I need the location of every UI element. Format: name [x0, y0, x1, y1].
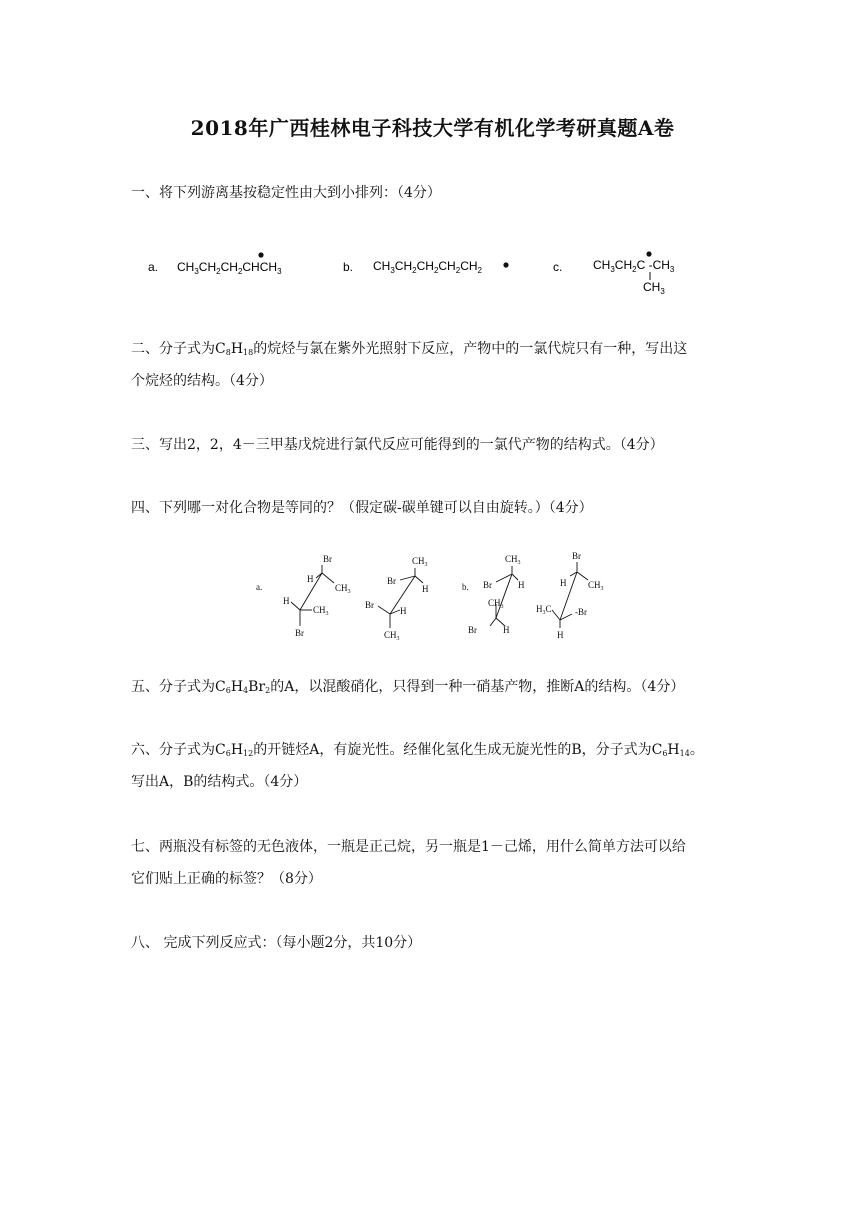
s2-br-top: Br [387, 576, 396, 586]
radical-c-methyl: $CH_3$ [643, 280, 665, 296]
s3-ch3-top: $CH_3$ [505, 554, 521, 566]
pair-a-label: a. [256, 582, 263, 592]
radical-b-dot [503, 262, 508, 267]
question-7-line-1: 七、两瓶没有标签的无色液体，一瓶是正己烷，另一瓶是1－己烯，用什么简单方法可以给 [131, 839, 686, 855]
s2-h-top: H [422, 584, 429, 594]
question-6-line-1: 六、分子式为$C_6H_{12}$的开链烃A，有旋光性。经催化氢化生成无旋光性的B，分子式为$C_6H_{14}$。 [131, 742, 704, 758]
radical-a-formula: $CH_3CH_2CH_2CHCH_3$ [177, 260, 282, 276]
question-7-line-2: 它们贴上正确的标签？（8分） [131, 871, 322, 887]
question-4 [131, 492, 741, 524]
structure-b1 [490, 566, 518, 626]
s3-ch3-bottom: $CH_3$ [488, 598, 504, 610]
s4-h3c: $H_3C$ [536, 604, 552, 616]
s1-h-top: H [307, 574, 314, 584]
question-1-text: 一、将下列游离基按稳定性由大到小排列：（4分） [131, 185, 441, 201]
pair-b-label: b. [462, 582, 469, 592]
radical-b-label: b. [343, 260, 354, 274]
s1-ch3-bottom: $CH_3$ [313, 605, 329, 617]
question-5 [131, 671, 741, 703]
s2-ch3-bottom: $CH_3$ [384, 630, 400, 642]
radical-structures-figure [140, 245, 740, 305]
s2-br-bottom: Br [365, 600, 374, 610]
s4-h-top: H [560, 578, 567, 588]
s3-h-bottom: H [503, 625, 510, 635]
page-title: 2018年广西桂林电子科技大学有机化学考研真题A卷 [190, 116, 675, 140]
question-8-text: 八、 完成下列反应式：（每小题2分，共10分） [131, 935, 422, 951]
question-6 [131, 734, 741, 798]
structure-b2 [552, 562, 588, 628]
structure-a2 [378, 568, 423, 628]
radical-c-label: c. [553, 260, 563, 274]
s1-h-bottom: H [283, 596, 290, 606]
question-4-text: 四、下列哪一对化合物是等同的？（假定碳-碳单键可以自由旋转。）（4分） [131, 500, 593, 516]
radical-b-formula: $CH_3CH_2CH_2CH_2CH_2$ [373, 259, 482, 275]
radical-a-dot [258, 252, 263, 257]
s3-br-top: Br [483, 580, 492, 590]
question-8 [131, 927, 741, 959]
s1-ch3-top: $CH_3$ [335, 583, 351, 595]
s4-br-top: Br [572, 551, 581, 561]
question-3-text: 三、写出2，2，4－三甲基戊烷进行氯代反应可能得到的一氯代产物的结构式。（4分） [131, 437, 664, 453]
s1-br-top: Br [323, 554, 332, 564]
radical-a-label: a. [148, 260, 159, 274]
s4-h-bottom: H [557, 630, 564, 640]
s3-br-bottom: Br [468, 625, 477, 635]
question-1 [131, 177, 741, 209]
s4-ch3-top: $CH_3$ [588, 580, 604, 592]
s3-h-top: H [518, 580, 525, 590]
question-6-line-2: 写出A，B的结构式。（4分） [131, 774, 308, 790]
s4-br-bottom: -Br [575, 607, 587, 617]
question-2-line-1: 二、分子式为$C_8H_{18}$的烷烃与氯在紫外光照射下反应，产物中的一氯代烷只有一种，写出这 [131, 341, 688, 357]
radical-c-formula: $CH_3CH_2C$ $-CH_3$ [593, 258, 675, 274]
question-3 [131, 429, 741, 461]
s1-br-bottom: Br [295, 628, 304, 638]
conformation-structures-figure [250, 548, 630, 648]
question-7 [131, 831, 741, 895]
s2-ch3-top: $CH_3$ [412, 556, 428, 568]
question-2-line-2: 个烷烃的结构。（4分） [131, 373, 273, 389]
question-2 [131, 333, 741, 397]
question-5-text: 五、分子式为$C_6H_4Br_2$的A，以混酸硝化，只得到一种一硝基产物，推断A的结构。（4分） [131, 679, 685, 695]
radical-c-dot [646, 251, 651, 256]
s2-h-bottom: H [400, 606, 407, 616]
